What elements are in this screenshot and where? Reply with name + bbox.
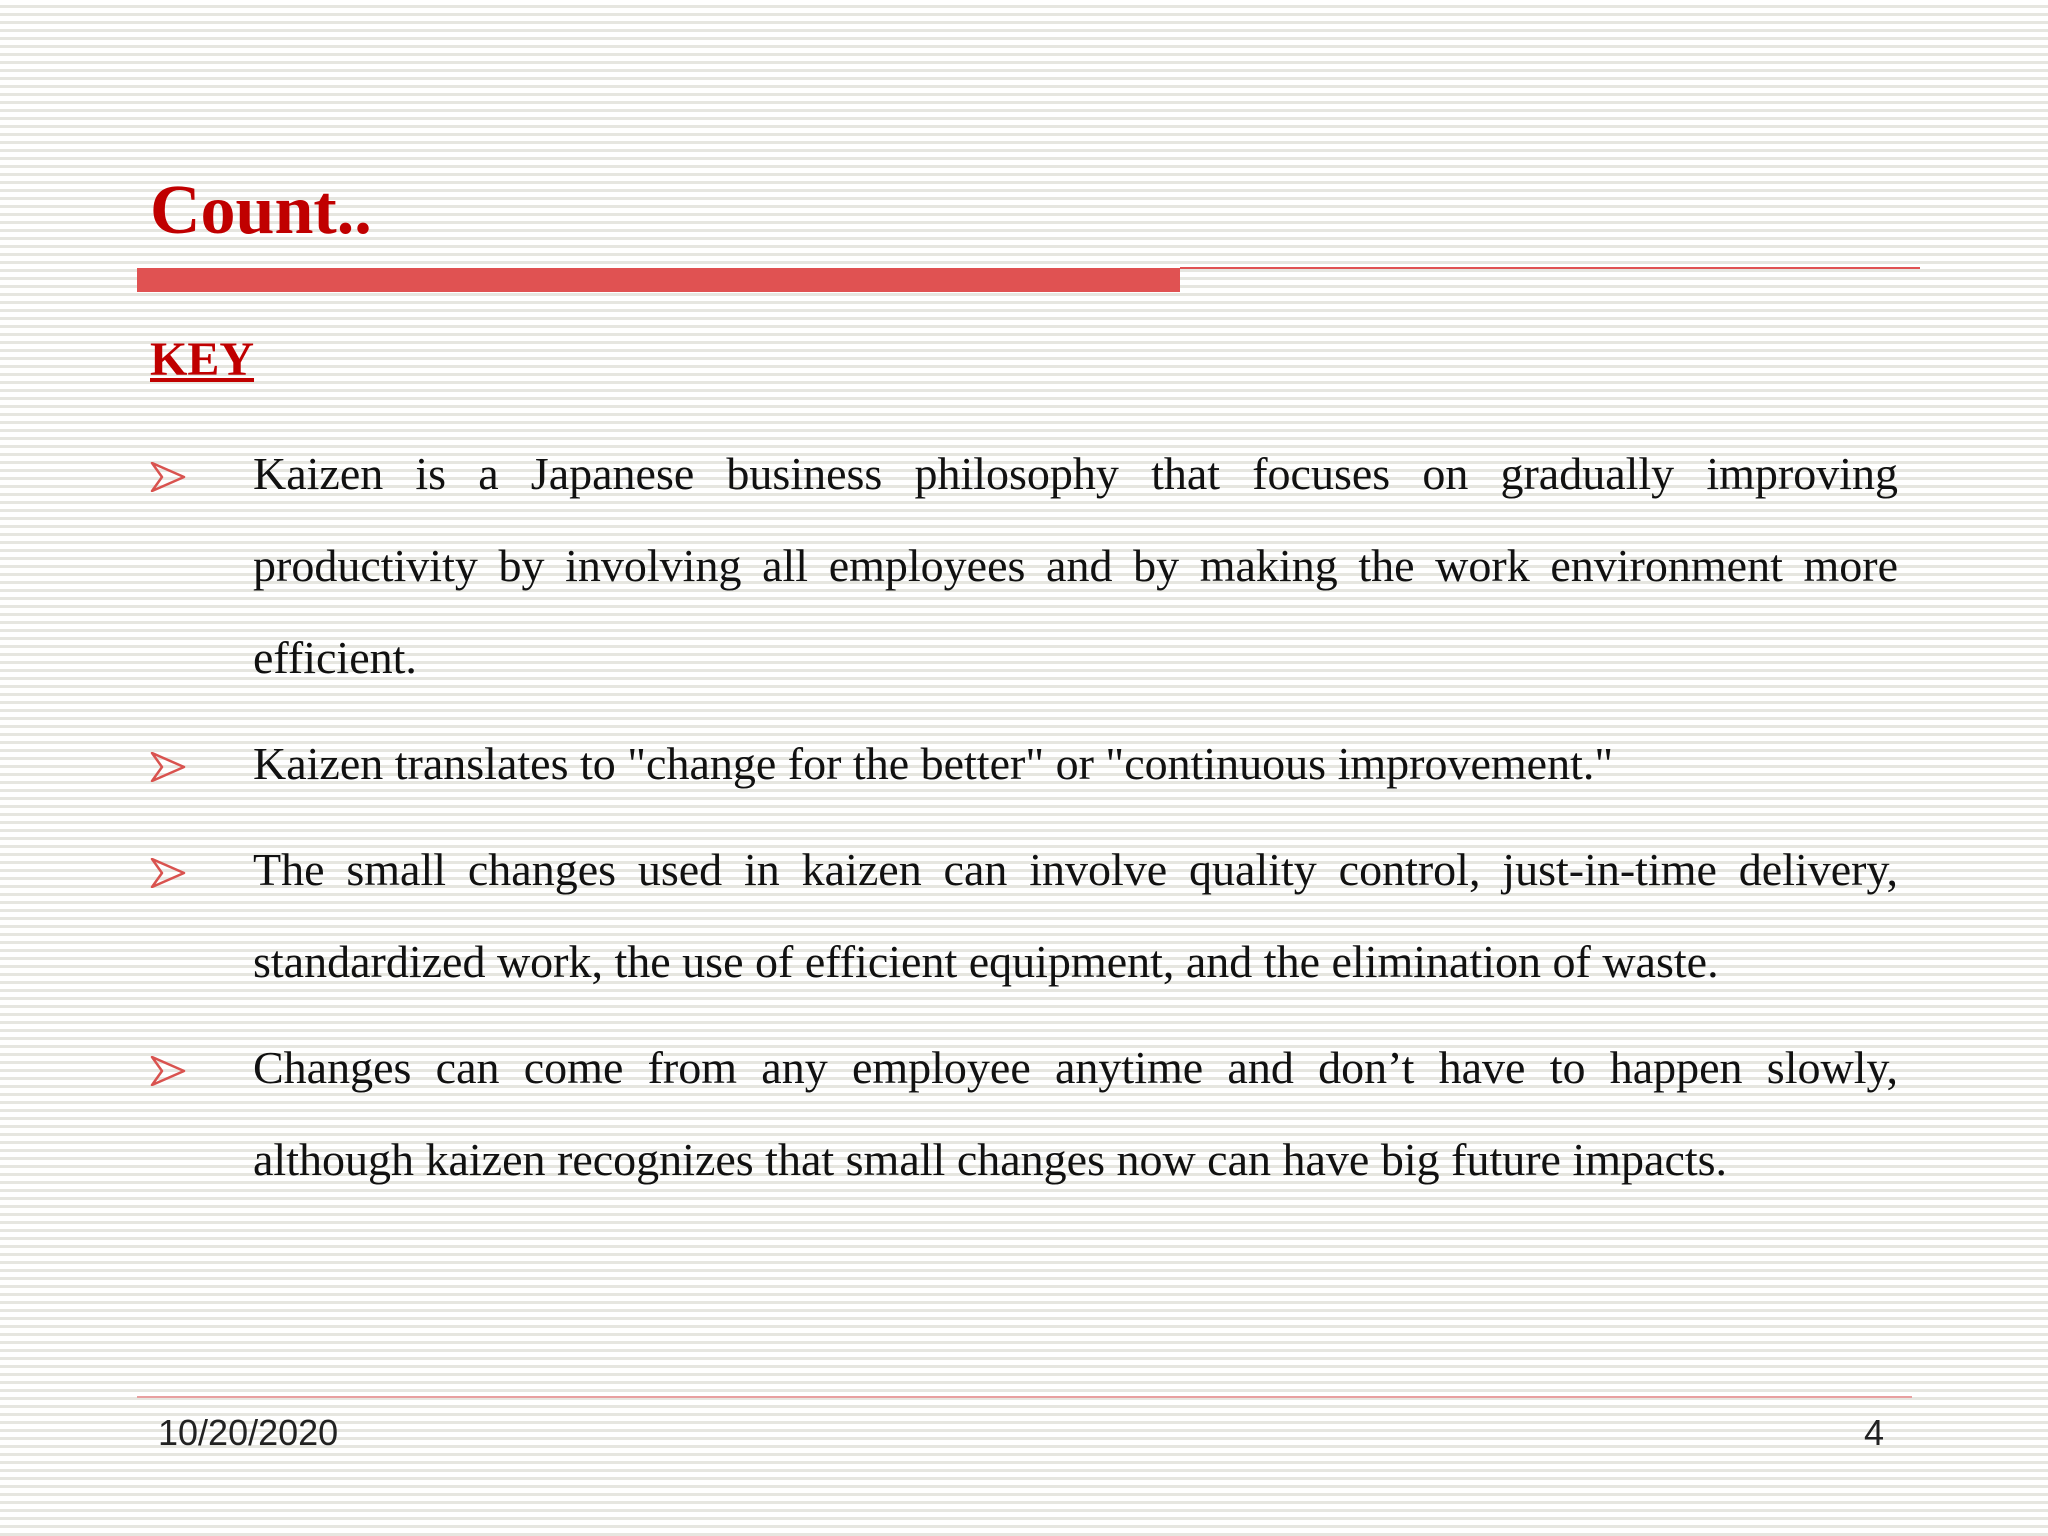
- footer-date: 10/20/2020: [158, 1412, 339, 1453]
- page-number: 4: [1863, 1412, 1884, 1453]
- section-heading: KEY: [150, 333, 255, 386]
- bullet-item: [150, 718, 1898, 810]
- arrow-bullet-icon: [150, 752, 186, 782]
- bullet-text: The small changes used in kaizen can involve quality control, just-in-time delivery, standardized work, the use of efficient equipment, and the elimination of waste.: [253, 844, 1898, 987]
- bullet-item: [150, 824, 1898, 1008]
- bullet-text: Kaizen is a Japanese business philosophy that focuses on gradually improving productivity by involving all employees and by making the work environment more efficient.: [253, 448, 1898, 683]
- bullet-item: [150, 1022, 1898, 1206]
- slide-title: Count..: [150, 172, 372, 249]
- arrow-bullet-icon: [150, 858, 186, 888]
- title-underline-bar: [137, 268, 1180, 292]
- title-underline-rule: [1180, 267, 1920, 269]
- arrow-bullet-icon: [150, 462, 186, 492]
- bullet-item: [150, 428, 1898, 704]
- footer-divider: [137, 1396, 1912, 1398]
- bullet-text: Kaizen translates to "change for the better" or "continuous improvement.": [253, 738, 1614, 789]
- bullet-text: Changes can come from any employee anytime and don’t have to happen slowly, although kaizen recognizes that small changes now can have big future impacts.: [253, 1042, 1898, 1185]
- bullet-list: [150, 428, 1898, 1220]
- arrow-bullet-icon: [150, 1056, 186, 1086]
